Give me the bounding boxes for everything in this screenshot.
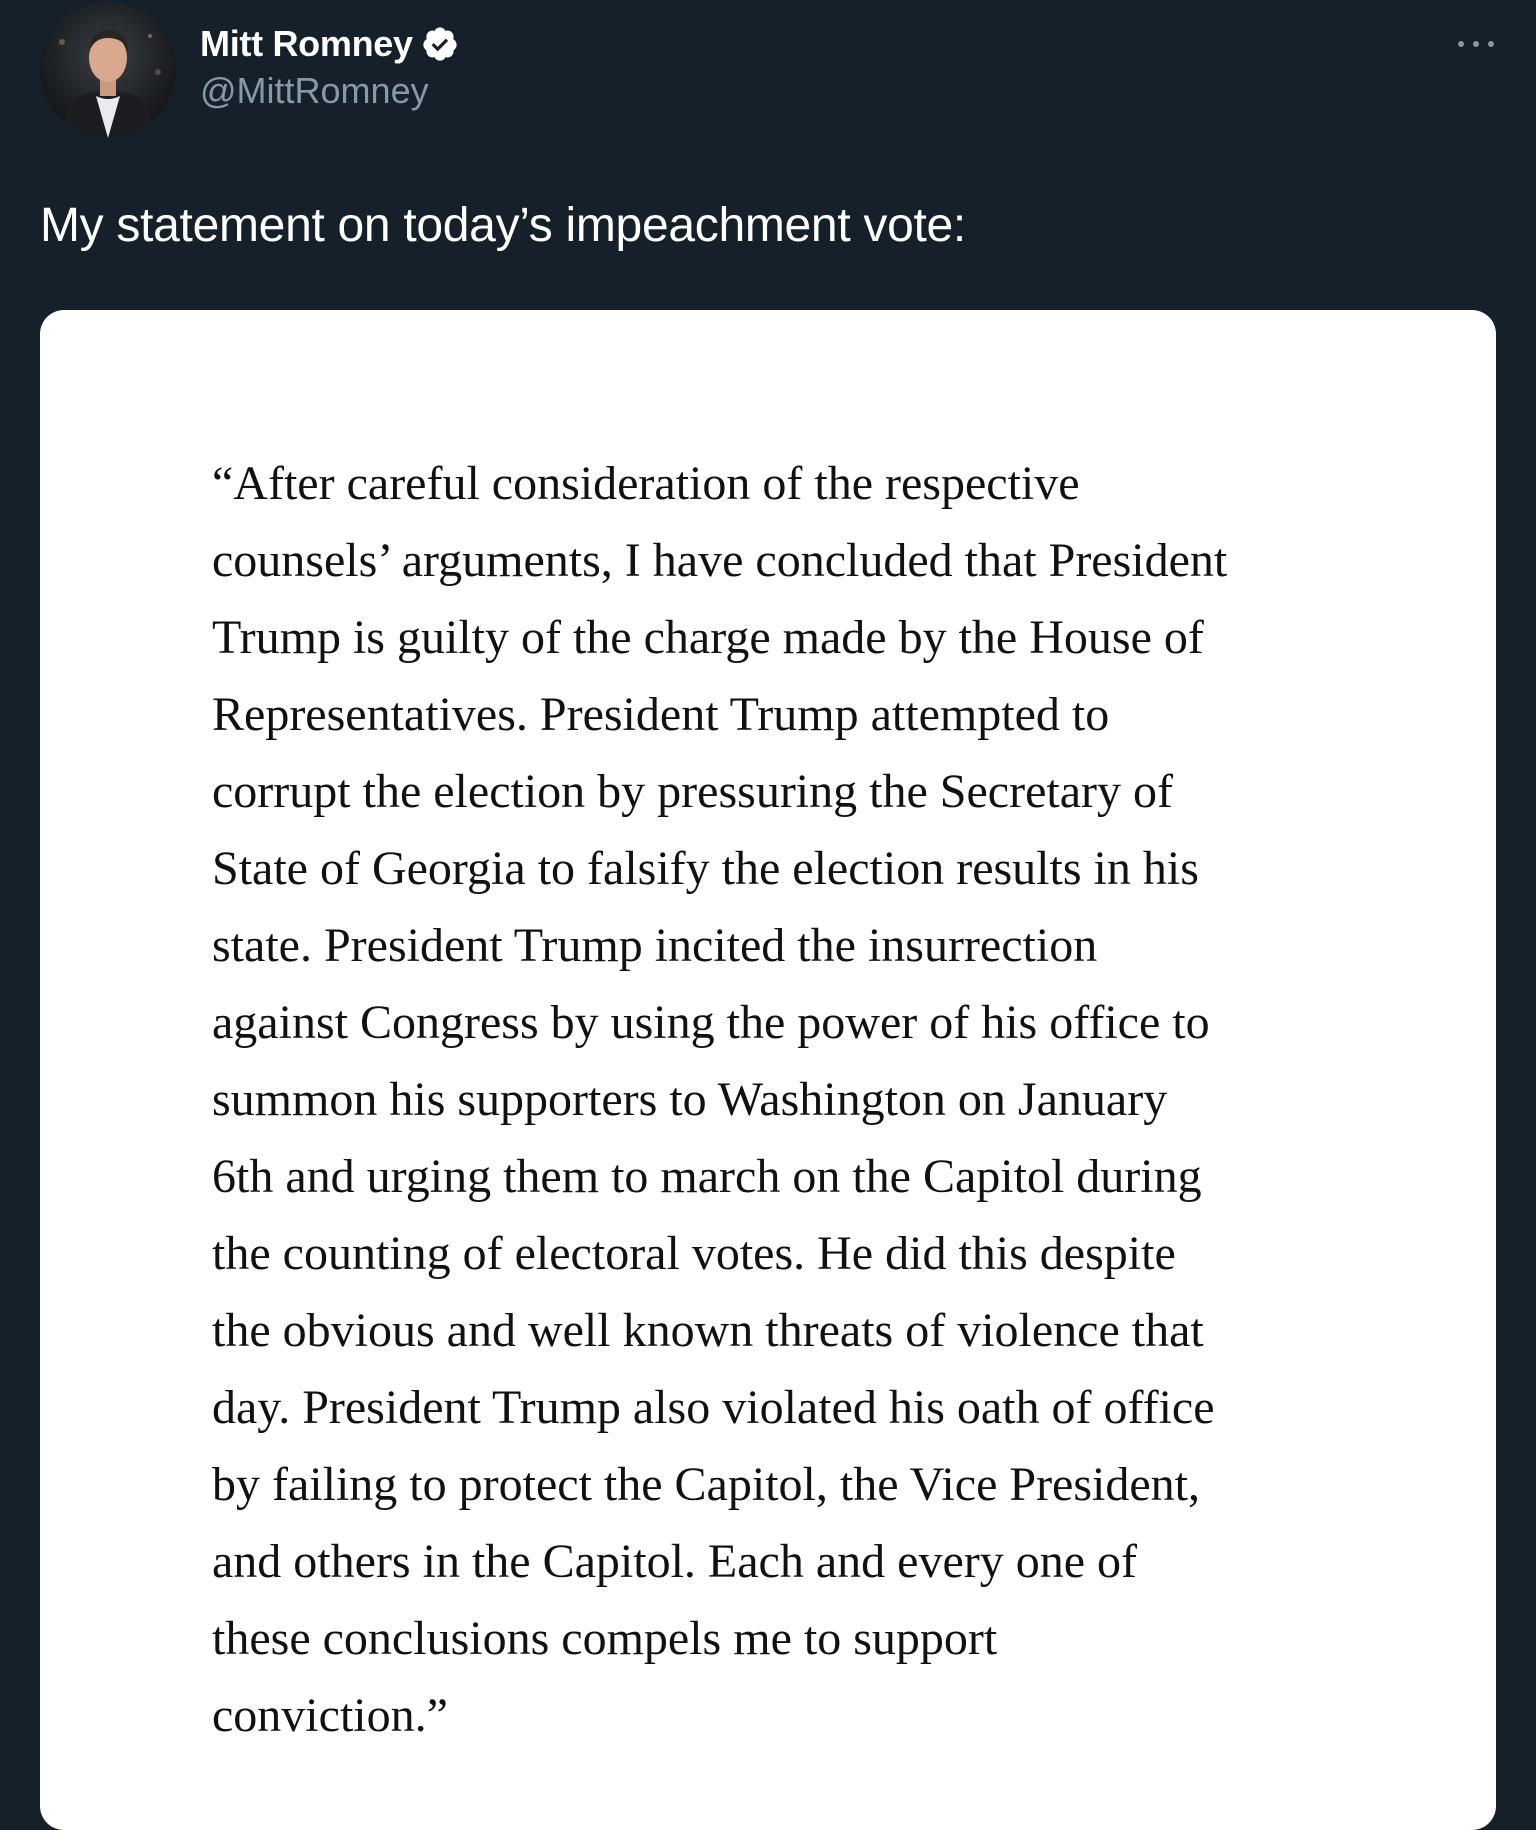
statement-line: against Congress by using the power of his office to	[212, 996, 1210, 1049]
statement-line: 6th and urging them to march on the Capitol during	[212, 1150, 1202, 1203]
author-handle[interactable]: @MittRomney	[200, 70, 429, 111]
statement-line: corrupt the election by pressuring the Secretary of	[212, 765, 1173, 818]
statement-line: Trump is guilty of the charge made by the House of	[212, 611, 1204, 664]
attached-image[interactable]	[40, 310, 1496, 1830]
statement-line: by failing to protect the Capitol, the Vice President,	[212, 1458, 1201, 1511]
display-name[interactable]: Mitt Romney	[200, 23, 413, 64]
more-options-icon	[1458, 41, 1464, 47]
profile-photo-icon	[40, 2, 176, 138]
statement-line: “After careful consideration of the respective	[212, 457, 1080, 510]
statement-line: and others in the Capitol. Each and every one of	[212, 1535, 1138, 1588]
tweet-text: My statement on today’s impeachment vote:	[40, 199, 966, 252]
statement-line: state. President Trump incited the insurrection	[212, 919, 1098, 972]
avatar[interactable]	[40, 2, 176, 138]
more-dot	[1488, 41, 1494, 47]
statement-line: summon his supporters to Washington on January	[212, 1073, 1168, 1126]
more-dot	[1473, 41, 1479, 47]
statement-line: State of Georgia to falsify the election results in his	[212, 842, 1199, 895]
statement-text	[212, 445, 1352, 1754]
statement-line: Representatives. President Trump attempted to	[212, 688, 1110, 741]
statement-line: day. President Trump also violated his oath of office	[212, 1381, 1215, 1434]
statement-line: counsels’ arguments, I have concluded that President	[212, 534, 1228, 587]
statement-line: these conclusions compels me to support	[212, 1612, 998, 1665]
statement-line: conviction.”	[212, 1689, 448, 1742]
author-row	[200, 22, 459, 66]
statement-line: the counting of electoral votes. He did this despite	[212, 1227, 1176, 1280]
more-options-button[interactable]	[1458, 26, 1494, 62]
verified-badge-icon	[421, 25, 459, 63]
statement-line: the obvious and well known threats of violence that	[212, 1304, 1204, 1357]
